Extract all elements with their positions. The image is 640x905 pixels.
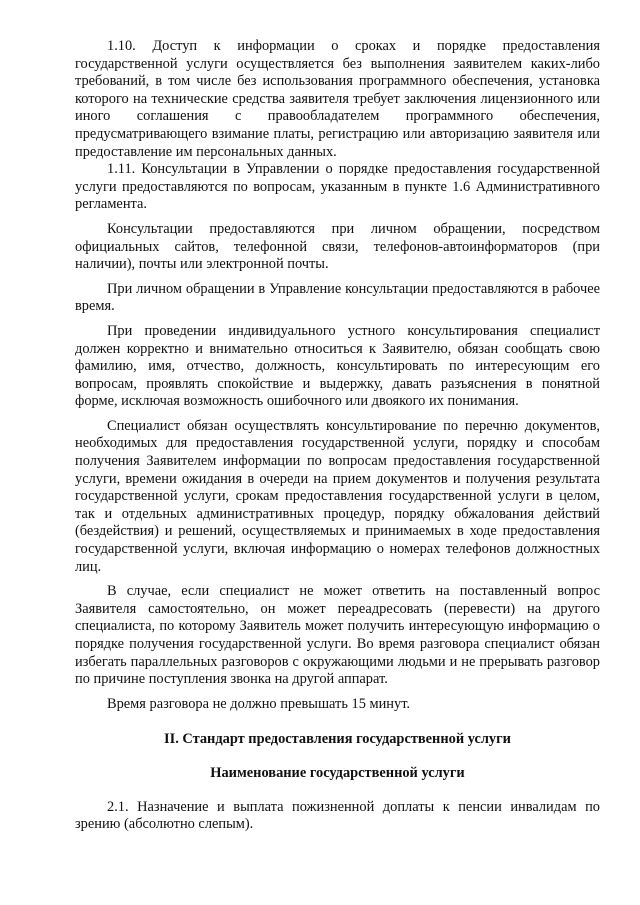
paragraph-2-1: 2.1. Назначение и выплата пожизненной доплаты к пенсии инвалидам по зрению (абсолютно слепым). [75,798,600,833]
paragraph-1-11: 1.11. Консультации в Управлении о порядке предоставления государственной услуги предоставляются по вопросам, указанным в пункте 1.6 Административного регламента. [75,161,600,213]
paragraph-redirect: В случае, если специалист не может ответить на поставленный вопрос Заявителя самостоятельно, он может переадресовать (перевести) на другого специалиста, по которому Заявитель может получить интересующую информацию о порядке получения государственной услуги. Во время разговора специалист обязан избегать параллельных разговоров с окружающими людьми и не прерывать разговор по причине поступления звонка на другой аппарат. [75,583,600,688]
paragraph-call-duration: Время разговора не должно превышать 15 минут. [107,695,411,712]
paragraph-specialist-duties: Специалист обязан осуществлять консультирование по перечню документов, необходимых для предоставления государственной услуги, порядку и способам получения Заявителем информации по вопросам предоставления государственной услуги, времени ожидания в очереди на прием документов и получения результата государственной услуги, срокам предоставления государственной услуги в целом, так и отдельных административных процедур, порядку обжалования действий (бездействия) и решений, осуществляемых и принимаемых в ходе предоставления государственной услуги, включая информацию о номерах телефонов должностных лиц. [75,417,600,575]
section-heading: II. Стандарт предоставления государственной услуги [164,731,511,748]
paragraph-personal-visit: При личном обращении в Управление консультации предоставляются в рабочее время. [75,280,600,315]
subsection-heading: Наименование государственной услуги [210,764,465,781]
paragraph-oral-consulting: При проведении индивидуального устного консультирования специалист должен корректно и внимательно относиться к Заявителю, обязан сообщать свою фамилию, имя, отчество, должность, консультировать по интересующим его вопросам, проявлять спокойствие и выдержку, давать разъяснения в понятной форме, исключая возможность ошибочного или двоякого их понимания. [75,322,600,410]
paragraph-1-10: 1.10. Доступ к информации о сроках и порядке предоставления государственной услуги осуществляется без выполнения заявителем каких-либо требований, в том числе без использования программного обеспечения, установка которого на технические средства заявителя требует заключения лицензионного или иного соглашения с правообладателем программного обеспечения, предусматривающего взимание платы, регистрацию или авторизацию заявителя или предоставление им персональных данных. [75,38,600,160]
paragraph-consultation-channels: Консультации предоставляются при личном обращении, посредством официальных сайтов, телефонной связи, телефонов-автоинформаторов (при наличии), почты или электронной почты. [75,220,600,273]
